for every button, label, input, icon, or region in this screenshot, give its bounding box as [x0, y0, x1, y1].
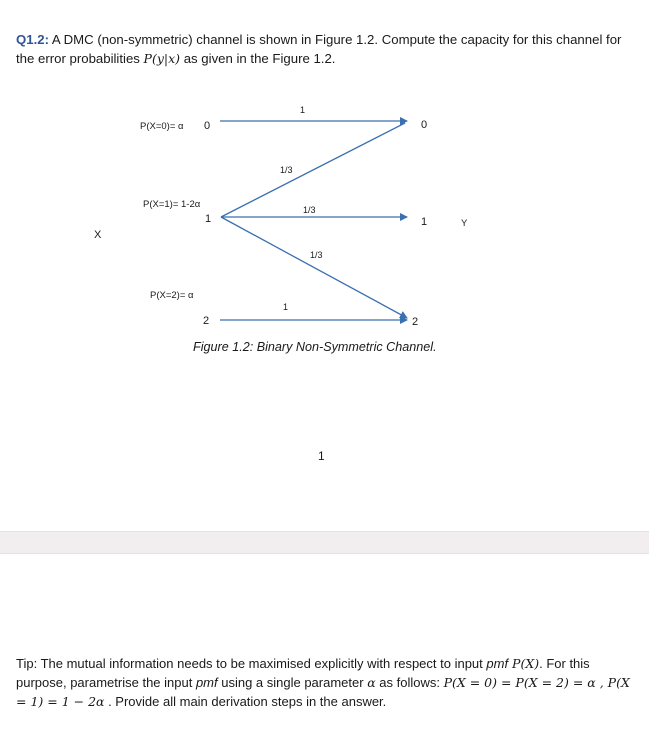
transition-1-0 [221, 123, 405, 217]
question-math: P(y|x) [143, 51, 181, 66]
tip-paragraph [16, 654, 636, 711]
tip-alpha: α [367, 675, 376, 690]
tip-text-part5: . Provide all main derivation steps in the answer. [104, 694, 387, 709]
transition-prob-0-0: 1 [300, 105, 306, 115]
question-text-part1: A DMC (non-symmetric) channel is shown in Figure 1.2. Compute the capacity for this channel for the error probabilities [16, 32, 622, 66]
tip-pmf-1: pmf [486, 656, 509, 671]
question-label: Q1.2: [16, 32, 49, 47]
output-symbol-2: 2 [412, 316, 419, 328]
input-symbol-1: 1 [205, 213, 212, 225]
question-paragraph [16, 30, 636, 68]
page-break-divider [0, 531, 649, 554]
tip-text-part2: . For this purpose, parametrise the input [16, 656, 590, 690]
input-prob-label-2: P(X=2)= α [150, 290, 194, 301]
tip-text-part3: using a single parameter [217, 675, 368, 690]
transition-prob-1-1: 1/3 [303, 205, 316, 215]
tip-math-pmf: P(X = 0) = P(X = 2) = α , P(X = 1) = 1 − 2α [16, 675, 630, 709]
tip-math-px: P(X) [508, 656, 540, 671]
input-symbol-0: 0 [204, 120, 211, 132]
tip-pmf-2: pmf [195, 675, 218, 690]
channel-diagram [0, 95, 649, 335]
input-symbol-2: 2 [203, 315, 210, 327]
page-number: 1 [318, 449, 325, 463]
transition-prob-2-2: 1 [283, 302, 289, 312]
transition-prob-1-2: 1/3 [310, 250, 323, 260]
output-variable-y: Y [461, 218, 468, 229]
output-symbol-0: 0 [421, 119, 428, 131]
figure-caption: Figure 1.2: Binary Non-Symmetric Channel. [193, 340, 437, 354]
tip-text-part1: Tip: The mutual information needs to be maximised explicitly with respect to input [16, 656, 487, 671]
transition-prob-1-0: 1/3 [280, 165, 293, 175]
input-variable-x: X [94, 229, 102, 241]
question-text-part2: as given in the Figure 1.2. [180, 51, 336, 66]
transition-1-2 [221, 217, 407, 318]
output-symbol-1: 1 [421, 216, 428, 228]
input-prob-label-0: P(X=0)= α [140, 121, 184, 132]
tip-text-part4: as follows: [375, 675, 444, 690]
input-prob-label-1: P(X=1)= 1-2α [143, 199, 201, 210]
